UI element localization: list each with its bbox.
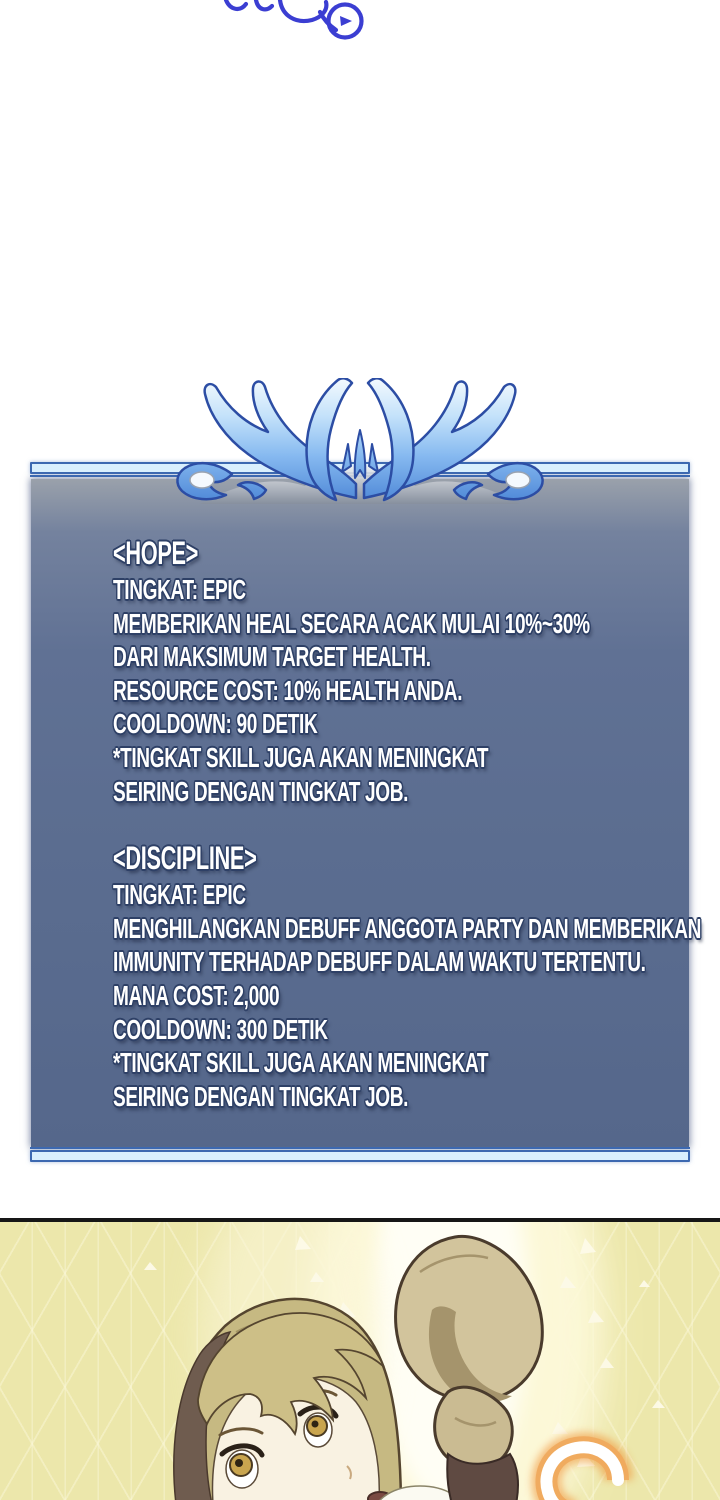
ink-scribble-doodle xyxy=(220,0,380,46)
wave-flourish-ornament xyxy=(170,378,550,504)
skill-line: COOLDOWN: 300 DETIK xyxy=(113,1013,328,1045)
skill-line: RESOURCE COST: 10% HEALTH ANDA. xyxy=(113,674,463,706)
skill-line: IMMUNITY TERHADAP DEBUFF DALAM WAKTU TERTENTU. xyxy=(113,946,646,978)
skill-name: <HOPE> xyxy=(113,535,199,571)
skill-descriptions xyxy=(113,533,702,1113)
skill-line: TINGKAT: EPIC xyxy=(113,879,246,911)
skill-line: SEIRING DENGAN TINGKAT JOB. xyxy=(113,1080,409,1112)
comic-art-panel xyxy=(0,1218,720,1500)
energy-swirl xyxy=(546,1447,618,1500)
skill-line: DARI MAKSIMUM TARGET HEALTH. xyxy=(113,641,431,673)
skill-line: COOLDOWN: 90 DETIK xyxy=(113,708,318,740)
skill-line: MENGHILANGKAN DEBUFF ANGGOTA PARTY DAN MEMBERIKAN xyxy=(113,912,702,944)
skill-line: MEMBERIKAN HEAL SECARA ACAK MULAI 10%~30% xyxy=(113,607,590,639)
doodle-tick xyxy=(340,16,352,26)
skill-block-hope xyxy=(113,533,673,808)
skill-name: <DISCIPLINE> xyxy=(113,840,257,877)
skill-line: *TINGKAT SKILL JUGA AKAN MENINGKAT xyxy=(113,741,489,773)
skill-line: SEIRING DENGAN TINGKAT JOB. xyxy=(113,775,409,807)
skill-line: *TINGKAT SKILL JUGA AKAN MENINGKAT xyxy=(113,1047,489,1079)
window-bottom-bar xyxy=(30,1150,690,1162)
character-illustration xyxy=(0,1222,720,1500)
skill-block-discipline xyxy=(113,838,702,1113)
skill-line: MANA COST: 2,000 xyxy=(113,979,280,1011)
skill-line: TINGKAT: EPIC xyxy=(113,574,246,605)
